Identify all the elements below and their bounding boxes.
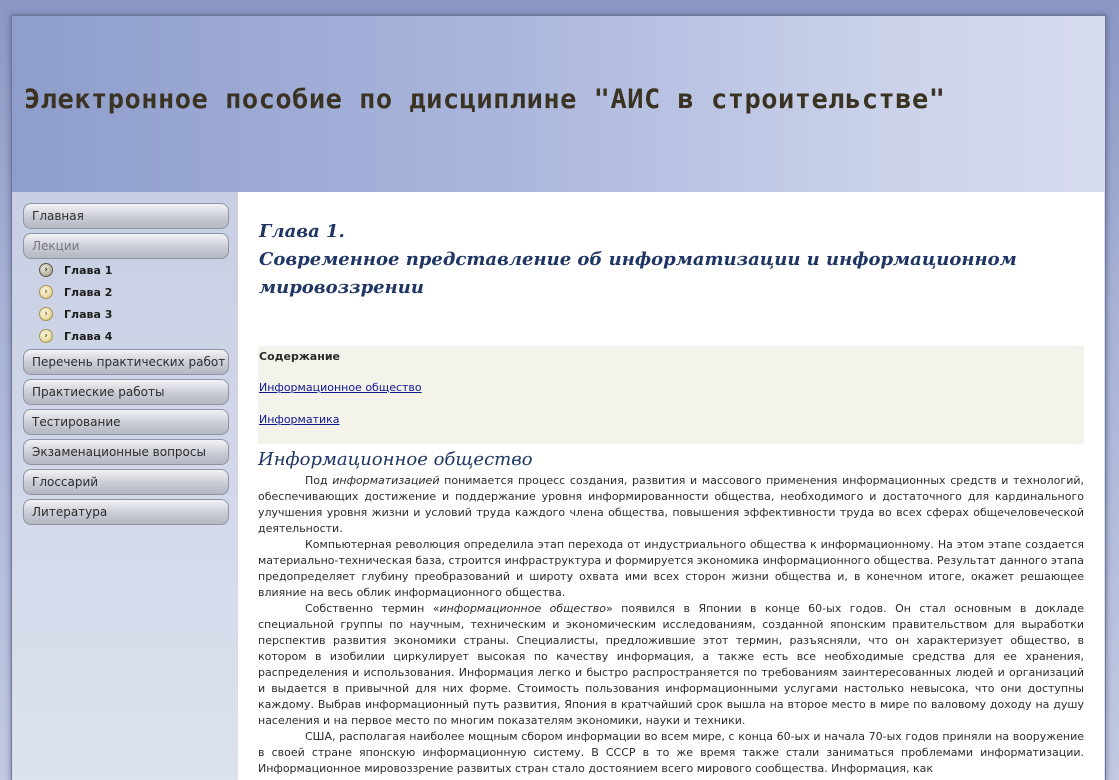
lecture-item-chapter-2[interactable] [39, 284, 112, 300]
paragraph: Собственно термин «информационное общество» появился в Японии в конце 60-ых годов. Он стал основным в докладе специальной группы по научным, техническим и экономическим исследованиям, созданной японским правительством для выработки перспектив развития экономики страны. Специалисты, предложившие этот термин, разъясняли, что он характеризует общество, в котором в изобилии циркулирует высокая по качеству информация, а также есть все необходимые средства для ее хранения, распределения и использования. Информация легко и быстро распространяется по требованиям заинтересованных людей и организаций и выдается в привычной для них форме. Стоимость пользования информационными услугами настолько невысока, что они доступны каждому. Выбрав информационный путь развития, Япония в кратчайший срок вышла на второе место в мире по валовому доходу на душу населения и на первое место по многим показателям экономики, науки и техники. [258, 602, 1084, 727]
chapter-title [259, 218, 1079, 302]
page-frame [11, 15, 1106, 780]
paragraph: Под информатизацией понимается процесс создания, развития и массового применения информационных средств и технологий, обеспечивающих достижение и поддержание уровня информированности общества, необходимого и достаточного для кардинального улучшения уровня жизни и условий труда каждого члена общества, повышения эффективности труда во всех сферах общечеловеческой деятельности. [258, 474, 1084, 535]
chevron-right-icon: › [39, 329, 53, 343]
toc-heading: Содержание [259, 350, 340, 363]
paragraph: Компьютерная революция определила этап перехода от индустриального общества к информационному. На этом этапе создается материально-техническая база, строится инфраструктура и формируется экономика информационного общества. Результат данного этапа предопределяет глубину преобразований и широту охвата ими всех сторон жизни общества и, в конечном итоге, окажет решающее влияние на весь облик информационного общества. [258, 538, 1084, 599]
sidebar [12, 192, 238, 780]
lecture-item-chapter-1[interactable] [39, 262, 112, 278]
nav-home-button[interactable]: Главная [23, 203, 229, 229]
article-body [258, 473, 1084, 777]
nav-glossary-button[interactable]: Глоссарий [23, 469, 229, 495]
header-banner [12, 16, 1105, 192]
lecture-item-label: Глава 3 [64, 307, 113, 321]
chapter-name: Современное представление об информатизации и информационном мировоззрении [259, 249, 1017, 298]
toc-link-information-society[interactable]: Информационное общество [259, 381, 422, 394]
nav-practical-works-button[interactable]: Практиеские работы [23, 379, 229, 405]
chevron-right-icon: › [39, 285, 53, 299]
lecture-item-label: Глава 2 [64, 285, 113, 299]
paragraph: США, располагая наиболее мощным сбором информации во всем мире, с конца 60-ых и начала 70-ых годов приняли на вооружение в своей стране японскую информационную систему. В СССР в то же время также стали заниматься проблемами информатизации. Информационное мировоззрение развитых стран стало достоянием всего мирового сообщества. Информация, как [258, 730, 1084, 775]
table-of-contents [258, 346, 1084, 444]
nav-exam-questions-button[interactable]: Экзаменационные вопросы [23, 439, 229, 465]
lecture-item-label: Глава 4 [64, 329, 113, 343]
emphasized-term: информатизацией [332, 474, 440, 487]
section-heading: Информационное общество [258, 449, 533, 470]
nav-lectures-button[interactable]: Лекции [23, 233, 229, 259]
chapter-number: Глава 1. [259, 221, 345, 242]
lecture-item-chapter-4[interactable] [39, 328, 112, 344]
main-content [238, 192, 1104, 780]
nav-testing-button[interactable]: Тестирование [23, 409, 229, 435]
site-title: Электронное пособие по дисциплине "АИС в строительстве" [24, 84, 946, 115]
emphasized-term: информационное общество [439, 602, 606, 615]
nav-practical-list-button[interactable]: Перечень практических работ [23, 349, 229, 375]
chevron-right-icon: › [39, 263, 53, 277]
toc-link-informatics[interactable]: Информатика [259, 413, 340, 426]
lecture-item-chapter-3[interactable] [39, 306, 112, 322]
lecture-item-label: Глава 1 [64, 263, 113, 277]
nav-literature-button[interactable]: Литература [23, 499, 229, 525]
chevron-right-icon: › [39, 307, 53, 321]
